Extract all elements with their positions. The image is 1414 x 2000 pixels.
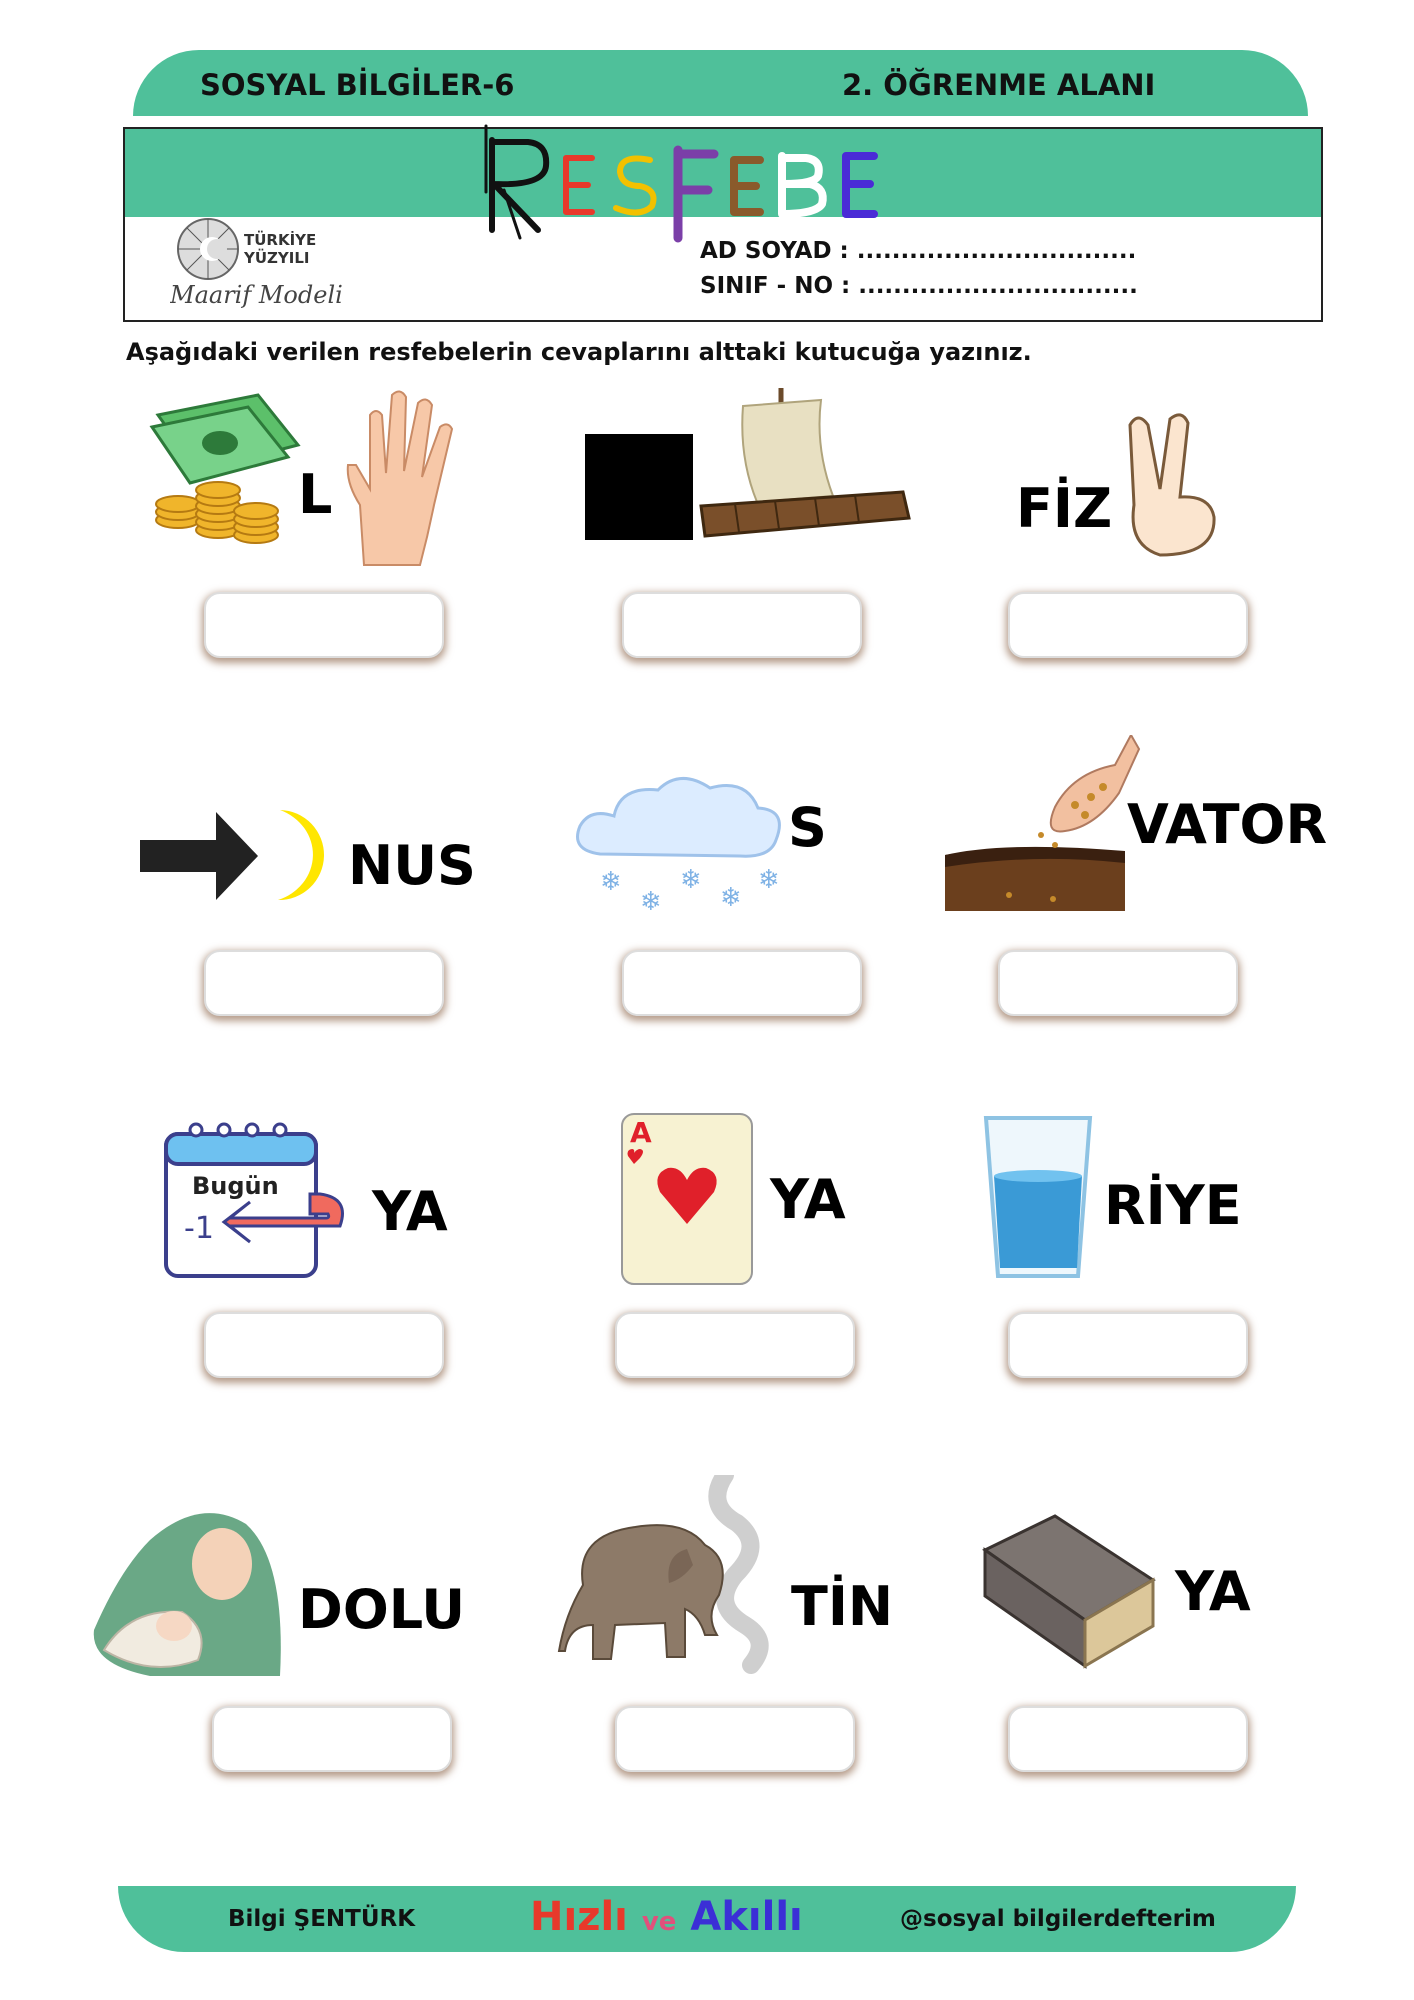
logo-line2: YÜZYILI [244, 249, 310, 267]
svg-text:❄: ❄ [640, 887, 662, 917]
svg-text:❄: ❄ [758, 865, 780, 895]
puzzle-4-image [140, 808, 500, 908]
svg-text:❄: ❄ [720, 883, 742, 913]
answer-box-4[interactable] [204, 950, 444, 1016]
clue-text: YA [770, 1168, 846, 1231]
card-rank: A [630, 1116, 652, 1149]
elephant-smoke-icon [559, 1475, 760, 1665]
answer-box-2[interactable] [622, 592, 862, 658]
sowing-hand-icon [945, 735, 1139, 911]
answer-box-1[interactable] [204, 592, 444, 658]
answer-box-8[interactable] [615, 1312, 855, 1378]
title-letter-e3 [846, 156, 874, 214]
clue-text: TİN [791, 1575, 894, 1638]
svg-text:❄: ❄ [600, 867, 622, 897]
money-icon [152, 395, 298, 543]
puzzle-2-image [585, 388, 915, 548]
raft-icon [701, 388, 909, 536]
clue-text: YA [372, 1180, 448, 1243]
logo-script: Maarif Modeli [170, 281, 343, 309]
clue-text: FİZ [1016, 477, 1113, 540]
resfebe-title [480, 120, 940, 250]
puzzle-1-image [138, 385, 458, 570]
answer-box-5[interactable] [622, 950, 862, 1016]
title-letter-b [782, 156, 823, 214]
puzzle-8-image [620, 1112, 870, 1287]
calendar-num: -1 [184, 1211, 214, 1246]
two-fingers-icon [1130, 415, 1214, 555]
water-glass-icon [986, 1118, 1090, 1276]
answer-box-7[interactable] [204, 1312, 444, 1378]
subject-title: SOSYAL BİLGİLER-6 [200, 68, 515, 102]
crescent-moon-icon [278, 810, 324, 900]
clue-text: DOLU [298, 1578, 466, 1641]
puzzle-12-image [975, 1510, 1275, 1670]
title-letter-r [492, 140, 546, 230]
puzzle-6-image [945, 735, 1355, 915]
calendar-icon [166, 1124, 343, 1276]
answer-box-11[interactable] [615, 1706, 855, 1772]
unit-title: 2. ÖĞRENME ALANI [842, 68, 1156, 102]
black-square-icon [585, 434, 693, 540]
puzzle-3-image [1010, 405, 1250, 565]
answer-box-10[interactable] [212, 1706, 452, 1772]
answer-box-6[interactable] [998, 950, 1238, 1016]
brand-part-2: Akıllı [690, 1894, 803, 1940]
clue-text: S [788, 796, 827, 859]
ace-of-hearts-icon [622, 1114, 752, 1284]
clue-text: YA [1175, 1560, 1251, 1623]
calendar-text: Bugün [192, 1172, 279, 1200]
instructions: Aşağıdaki verilen resfebelerin cevaplarını alttaki kutucuğa yazınız. [126, 338, 1032, 366]
puzzle-5-image [570, 770, 840, 920]
title-letter-f [678, 150, 714, 238]
title-letter-s [616, 159, 654, 213]
clue-text: VATOR [1127, 793, 1328, 856]
social-handle: @sosyal bilgilerdefterim [900, 1906, 1216, 1932]
answer-box-9[interactable] [1008, 1312, 1248, 1378]
brand-logo [530, 1894, 803, 1940]
arrow-right-icon [140, 812, 258, 900]
puzzle-9-image [980, 1112, 1280, 1282]
answer-box-3[interactable] [1008, 592, 1248, 658]
maarif-logo [170, 217, 400, 317]
clue-text: NUS [348, 834, 476, 897]
brand-part-ve: ve [641, 1907, 677, 1937]
mother-baby-icon [94, 1513, 281, 1676]
puzzle-10-image [90, 1500, 490, 1680]
snow-cloud-icon [578, 778, 780, 917]
answer-box-12[interactable] [1008, 1706, 1248, 1772]
logo-line1: TÜRKİYE [244, 231, 317, 249]
book-icon [985, 1516, 1153, 1666]
title-letter-e1 [566, 158, 592, 212]
clue-text: RİYE [1104, 1174, 1242, 1237]
title-letter-e2 [734, 160, 760, 212]
author-name: Bilgi ŞENTÜRK [228, 1906, 416, 1932]
clue-text: L [298, 463, 333, 526]
hand-icon [348, 391, 452, 565]
puzzle-11-image [555, 1475, 900, 1675]
brand-part-1: Hızlı [530, 1894, 628, 1940]
class-field[interactable]: SINIF - NO : ................................ [700, 273, 1138, 299]
svg-text:❄: ❄ [680, 865, 702, 895]
puzzle-7-image [160, 1118, 480, 1283]
name-field[interactable]: AD SOYAD : ................................ [700, 238, 1137, 264]
